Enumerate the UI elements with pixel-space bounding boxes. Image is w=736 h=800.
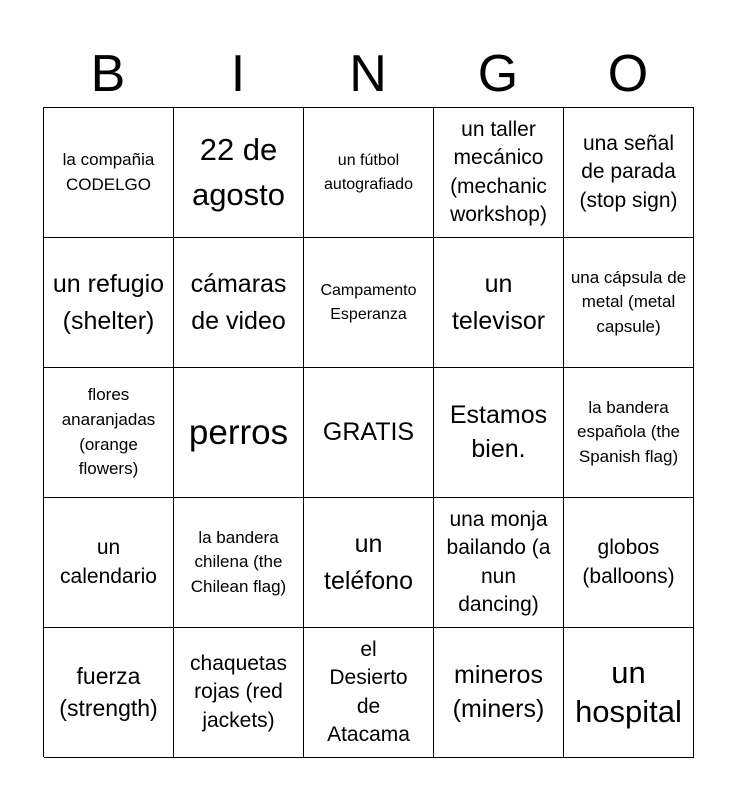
bingo-cell[interactable]: un refugio (shelter) — [44, 238, 174, 368]
bingo-cell[interactable]: perros — [174, 368, 304, 498]
header-letter-n: N — [349, 45, 387, 103]
header-letter-g: G — [477, 45, 519, 103]
bingo-cell[interactable]: Campamento Esperanza — [304, 238, 434, 368]
bingo-header — [43, 40, 693, 108]
bingo-cell[interactable]: la bandera chilena (the Chilean flag) — [174, 498, 304, 628]
bingo-cell[interactable]: la compañia CODELGO — [44, 108, 174, 238]
bingo-cell[interactable]: un taller mecánico (mechanic workshop) — [434, 108, 564, 238]
bingo-cell[interactable]: una monja bailando (a nun dancing) — [434, 498, 564, 628]
bingo-cell[interactable]: globos (balloons) — [564, 498, 694, 628]
bingo-cell[interactable]: flores anaranjadas (orange flowers) — [44, 368, 174, 498]
bingo-cell[interactable]: mineros (miners) — [434, 628, 564, 758]
bingo-cell[interactable]: cámaras de video — [174, 238, 304, 368]
bingo-cell[interactable]: una cápsula de metal (metal capsule) — [564, 238, 694, 368]
bingo-cell[interactable]: un televisor — [434, 238, 564, 368]
header-letter-b: B — [90, 45, 126, 103]
bingo-cell[interactable]: chaquetas rojas (red jackets) — [174, 628, 304, 758]
bingo-cell[interactable]: el Desierto de Atacama — [304, 628, 434, 758]
bingo-card-grid — [43, 107, 694, 757]
bingo-cell[interactable]: GRATIS — [304, 368, 434, 498]
bingo-cell[interactable]: un fútbol autografiado — [304, 108, 434, 238]
bingo-cell[interactable]: una señal de parada (stop sign) — [564, 108, 694, 238]
bingo-cell[interactable]: la bandera española (the Spanish flag) — [564, 368, 694, 498]
bingo-cell[interactable]: 22 de agosto — [174, 108, 304, 238]
bingo-cell[interactable]: un calendario — [44, 498, 174, 628]
bingo-cell[interactable]: un teléfono — [304, 498, 434, 628]
bingo-cell[interactable]: un hospital — [564, 628, 694, 758]
bingo-cell[interactable]: fuerza (strength) — [44, 628, 174, 758]
header-letter-i: I — [230, 45, 246, 103]
header-letter-o: O — [607, 45, 649, 103]
bingo-cell[interactable]: Estamos bien. — [434, 368, 564, 498]
